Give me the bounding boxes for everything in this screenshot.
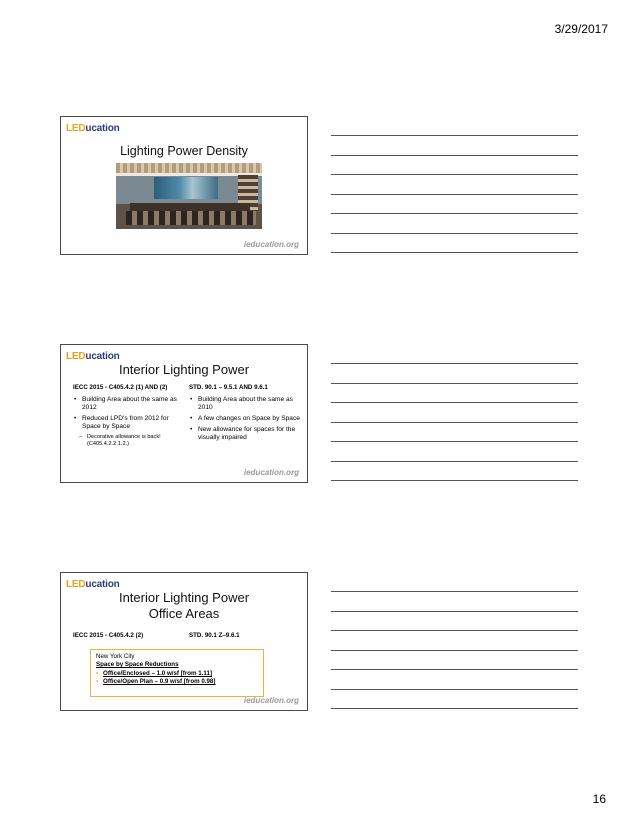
list-item: • Building Area about the same as 2012 (73, 396, 179, 412)
note-line (331, 591, 578, 592)
note-line (331, 252, 578, 253)
slide-2 (60, 344, 308, 483)
note-line (331, 213, 578, 214)
logo: LEDucation (66, 579, 120, 590)
box-item: • Office/Enclosed – 1.0 w/sf [from 1.11] (96, 670, 258, 678)
right-column (189, 384, 301, 445)
list-item: • New allowance for spaces for the visually impaired (189, 426, 301, 442)
logo: LEDucation (66, 351, 120, 362)
list-item: • Building Area about the same as 2010 (189, 396, 301, 412)
note-line (331, 689, 578, 690)
highlight-box (90, 649, 264, 697)
column-header: STD. 90.1 – 9.5.1 AND 9.6.1 (189, 384, 268, 391)
logo: LEDucation (66, 123, 120, 134)
box-line: New York City (96, 653, 135, 660)
note-line (331, 630, 578, 631)
note-line (331, 441, 578, 442)
note-line (331, 650, 578, 651)
note-line (331, 363, 578, 364)
site-footer: ieducation.org (243, 468, 299, 477)
note-line (331, 480, 578, 481)
box-item: • Office/Open Plan – 0.9 w/sf [from 0.98] (96, 678, 258, 686)
column-header: IECC 2015 - C405.4.2 (1) AND (2) (73, 384, 168, 391)
note-line (331, 708, 578, 709)
slide-3 (60, 572, 308, 711)
page-number: 16 (592, 792, 606, 806)
slide-1 (60, 116, 308, 255)
note-line (331, 383, 578, 384)
box-heading: Space by Space Reductions (96, 661, 179, 669)
note-line (331, 461, 578, 462)
left-column (73, 384, 179, 451)
note-line (331, 174, 578, 175)
site-footer: ieducation.org (243, 696, 299, 705)
slide-title: Interior Lighting Power (118, 590, 250, 605)
note-line (331, 669, 578, 670)
slide-subtitle: Office Areas (148, 606, 220, 621)
list-item: • Reduced LPD’s from 2012 for Space by Space (73, 415, 179, 431)
left-column-header: IECC 2015 - C405.4.2 (2) (73, 632, 144, 639)
note-line (331, 194, 578, 195)
note-line (331, 233, 578, 234)
site-footer: ieducation.org (243, 240, 299, 249)
note-line (331, 402, 578, 403)
interior-photo (116, 163, 262, 229)
note-line (331, 155, 578, 156)
slide-title: Lighting Power Density (120, 144, 248, 158)
right-column-header: STD. 90.1 Z–9.6.1 (189, 632, 240, 639)
list-sub-item: – Decorative allowance is back! (C405.4.2.2.1.2.) (73, 434, 179, 448)
note-line (331, 135, 578, 136)
list-item: • A few changes on Space by Space (189, 415, 301, 423)
note-line (331, 611, 578, 612)
slide-title: Interior Lighting Power (118, 362, 250, 377)
note-line (331, 422, 578, 423)
print-date: 3/29/2017 (554, 22, 608, 36)
